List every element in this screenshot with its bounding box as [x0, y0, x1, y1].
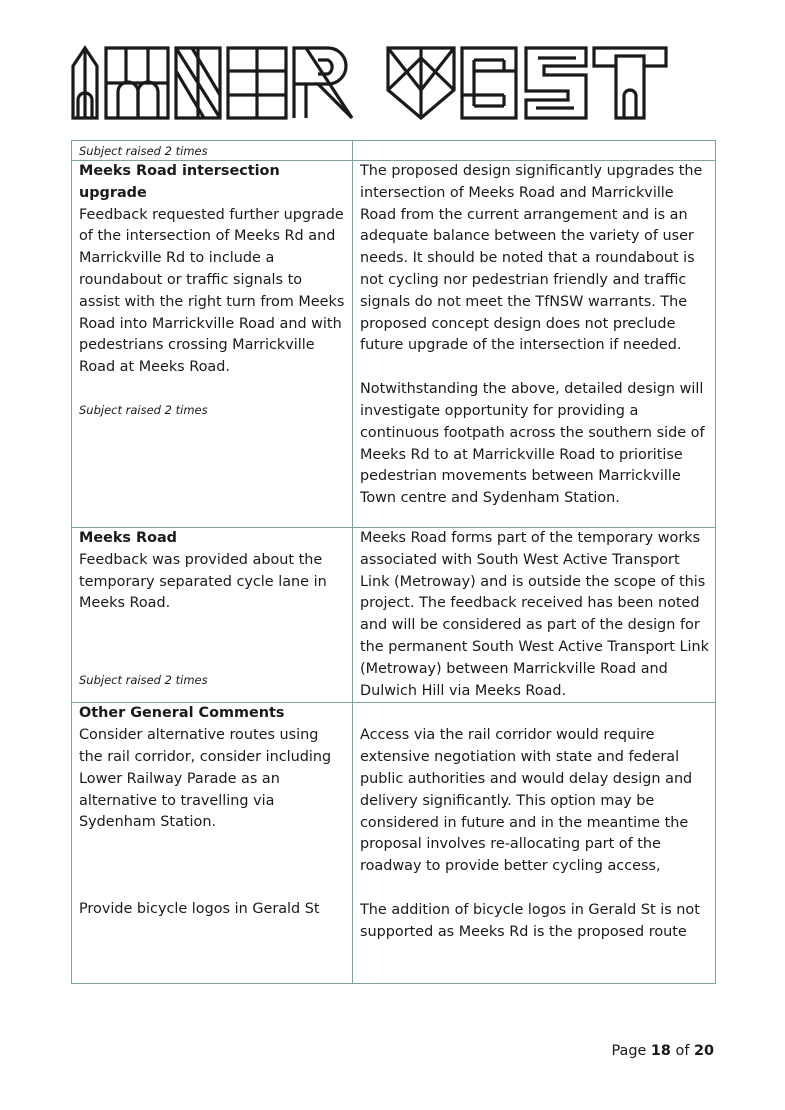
logo-letter-n1 — [106, 48, 168, 118]
table-cell-right — [353, 528, 716, 703]
row-heading: Meeks Road intersection upgrade — [79, 163, 280, 201]
logo-letter-r — [294, 48, 352, 118]
page-number — [611, 1043, 714, 1059]
page-current: 18 — [650, 1043, 671, 1059]
row-heading: Other General Comments — [79, 705, 285, 722]
logo-letter-t — [594, 48, 666, 118]
table-row — [72, 528, 716, 703]
table-cell-left — [72, 161, 353, 528]
table-row — [72, 141, 716, 161]
page-label: Page — [611, 1043, 647, 1059]
feedback-text: Feedback requested further upgrade of the intersection of Meeks Rd and Marrickville Rd to include a roundabout or traffic signals to assist with the right turn from Meeks Road into Marrickville Road and with pedestrians crossing Marrickville Road at Meeks Road. — [79, 206, 345, 376]
subject-count: Subject raised 2 times — [79, 673, 208, 688]
table-cell-right — [353, 141, 716, 161]
logo-letter-e1 — [228, 48, 286, 118]
response-text: The proposed design significantly upgrades the intersection of Meeks Road and Marrickville Road from the current arrangement and is an adequate balance between the variety of user needs. It should be noted that a roundabout is not cycling nor pedestrian friendly and traffic signals do not meet the TfNSW warrants. The proposed concept design does not preclude future upgrade of the intersection if needed. — [360, 163, 703, 354]
logo-letter-e2 — [462, 48, 516, 118]
feedback-text: Feedback was provided about the temporary separated cycle lane in Meeks Road. — [79, 551, 327, 612]
table-cell-left — [72, 141, 353, 161]
page-of: of — [675, 1043, 690, 1059]
inner-west-logo — [70, 44, 670, 120]
table-cell-left — [72, 703, 353, 984]
table-cell-right — [353, 703, 716, 984]
inner-west-wordmark-icon — [70, 44, 670, 120]
response-text: Access via the rail corridor would require extensive negotiation with state and federal public authorities and would delay design and delivery significantly. This option may be considered in future and in the meantime the proposal involves re-allocating part of the roadway to provide better cycling access, — [360, 727, 693, 875]
response-text: Meeks Road forms part of the temporary works associated with South West Active Transport Link (Metroway) and is outside the scope of this project. The feedback received has been noted and will be considered as part of the design for the permanent South West Active Transport Link (Metroway) between Marrickville Road and Dulwich Hill via Meeks Road. — [360, 530, 709, 699]
row-heading: Meeks Road — [79, 530, 177, 546]
table-cell-right — [353, 161, 716, 528]
table-row — [72, 703, 716, 984]
logo-letter-s — [526, 48, 586, 118]
feedback-text: Provide bicycle logos in Gerald St — [79, 901, 320, 918]
logo-letter-w — [388, 48, 454, 118]
subject-count: Subject raised 2 times — [79, 402, 208, 417]
table-row — [72, 161, 716, 528]
response-text: Notwithstanding the above, detailed design will investigate opportunity for providing a continuous footpath across the southern side of Meeks Rd to at Marrickville Road to prioritise pedestrian movements between Marrickville Town centre and Sydenham Station. — [360, 381, 705, 507]
logo-letter-n2 — [176, 48, 220, 118]
page-total: 20 — [693, 1043, 714, 1059]
feedback-text: Consider alternative routes using the rail corridor, consider including Lower Railway Parade as an alternative to travelling via Sydenham Station. — [79, 727, 332, 831]
response-text: The addition of bicycle logos in Gerald St is not supported as Meeks Rd is the proposed route — [360, 901, 700, 940]
subject-count: Subject raised 2 times — [79, 144, 208, 158]
table-cell-left — [72, 528, 353, 703]
logo-letter-i — [73, 48, 97, 118]
feedback-table — [71, 140, 716, 984]
